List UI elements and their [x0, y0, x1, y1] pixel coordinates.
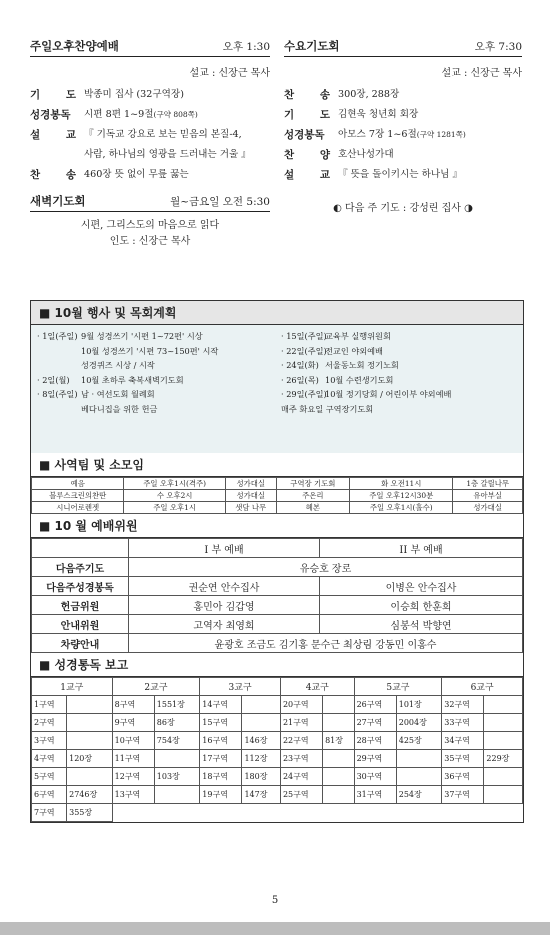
dawn-prayer-title: 새벽기도회	[30, 194, 86, 208]
bible-row	[32, 768, 523, 786]
bible-zone-cell: 8구역	[112, 696, 154, 714]
worship-head-1: I 부 예배	[129, 539, 320, 558]
team-cell: 성가대실	[453, 502, 523, 514]
bible-zone-cell	[442, 804, 484, 822]
bible-count-cell	[484, 714, 523, 732]
sermon-title-line1: 『 기독교 강요로 보는 믿음의 본질-4,	[84, 129, 242, 140]
sunday-sermon-row	[30, 125, 270, 165]
team-cell: 주일 오후1시(격주)	[124, 478, 225, 490]
worship-names-2: 이병은 안수집사	[320, 577, 523, 596]
bible-zone-cell: 27구역	[354, 714, 396, 732]
bible-zone-cell: 11구역	[112, 750, 154, 768]
event-item: 베다니집을 위한 헌금	[81, 403, 158, 414]
sunday-reading-row	[30, 105, 270, 125]
team-cell: 성가대실	[225, 478, 276, 490]
bible-count-cell	[323, 696, 355, 714]
bible-count-cell: 2746장	[67, 786, 113, 804]
bible-count-cell	[323, 768, 355, 786]
bible-zone-cell: 14구역	[200, 696, 242, 714]
bible-district-header: 1교구	[32, 678, 113, 696]
worship-row	[32, 558, 523, 577]
row-label: 설 교	[30, 129, 76, 141]
event-date: · 1일(주일)	[37, 331, 78, 341]
bible-zone-cell: 15구역	[200, 714, 242, 732]
bible-zone-cell: 24구역	[280, 768, 322, 786]
bible-zone-cell: 9구역	[112, 714, 154, 732]
bible-count-cell	[396, 804, 442, 822]
row-value: 김현욱 청년회 회장	[338, 109, 419, 120]
footer-band	[0, 922, 550, 935]
bible-zone-cell: 16구역	[200, 732, 242, 750]
row-value: 『 뜻을 돌이키시는 하나님 』	[338, 169, 463, 180]
event-date: · 15일(주일)	[281, 331, 327, 341]
next-week-prayer: ◐ 다음 주 기도 : 강성린 집사 ◑	[333, 203, 473, 214]
event-item: 성경퀴즈 시상 / 시작	[81, 360, 155, 371]
bible-count-cell: 2004장	[396, 714, 442, 732]
event-text: 남 · 여선도회 월례회	[81, 389, 155, 400]
bible-count-cell	[154, 786, 200, 804]
wed-reading-row	[284, 125, 522, 145]
bible-title: ■ 성경통독 보고	[31, 653, 523, 677]
row-value: 460장 뜻 없이 무릎 꿇는	[84, 169, 189, 180]
bible-zone-cell: 4구역	[32, 750, 67, 768]
event-date: · 22일(주일)	[281, 345, 327, 356]
worship-names: 윤광호 조금도 김기홍 문수근 최상림 강동민 이홍수	[129, 634, 523, 653]
sermon-title-line2: 사람, 하나님의 영광을 드러내는 거울 』	[84, 149, 251, 160]
team-cell: 주일 오후12시30분	[350, 490, 453, 502]
row-value: 박종미 집사 (32구역장)	[84, 89, 184, 100]
bible-count-cell: 101장	[396, 696, 442, 714]
wed-hymn-row	[284, 85, 522, 105]
event-text: 전교인 야외예배	[325, 345, 383, 356]
bible-zone-cell: 37구역	[442, 786, 484, 804]
bible-count-cell	[67, 714, 113, 732]
event-text: 교육부 실행위원회	[325, 331, 391, 341]
worship-names: 유승호 장로	[129, 558, 523, 577]
bible-count-cell	[242, 696, 281, 714]
bible-zone-cell: 10구역	[112, 732, 154, 750]
row-value: 300장, 288장	[338, 89, 400, 100]
event-date: · 26일(목)	[281, 374, 319, 385]
worship-role: 차량안내	[32, 634, 129, 653]
bible-count-cell: 229장	[484, 750, 523, 768]
team-cell: 블루스크린의찬딴	[32, 490, 124, 502]
bible-count-cell	[323, 750, 355, 768]
bible-count-cell: 86장	[154, 714, 200, 732]
sunday-hymn-row	[30, 165, 270, 185]
worship-row	[32, 596, 523, 615]
wed-sermon-row	[284, 165, 522, 185]
event-item: 매주 화요일 구역장기도회	[281, 403, 374, 414]
bible-count-cell: 254장	[396, 786, 442, 804]
event-date: · 2일(월)	[37, 374, 70, 385]
bible-row	[32, 750, 523, 768]
bible-count-cell	[323, 786, 355, 804]
dawn-leader: 인도 : 신장근 목사	[109, 236, 191, 247]
row-value	[338, 125, 522, 145]
worship-row	[32, 634, 523, 653]
event-item	[281, 344, 451, 359]
bible-zone-cell: 1구역	[32, 696, 67, 714]
bible-zone-cell: 34구역	[442, 732, 484, 750]
team-cell: 샛담 나무	[225, 502, 276, 514]
bible-count-cell	[323, 714, 355, 732]
bible-zone-cell: 17구역	[200, 750, 242, 768]
wednesday-service-header	[284, 38, 522, 57]
event-item	[281, 329, 451, 344]
worship-names-2: 이승희 한훈희	[320, 596, 523, 615]
bible-row	[32, 786, 523, 804]
sunday-service-header	[30, 38, 270, 57]
worship-role: 다음주기도	[32, 558, 129, 577]
bible-reading-table	[31, 677, 523, 822]
team-cell: 혜본	[276, 502, 349, 514]
bible-count-cell	[396, 768, 442, 786]
row-label: 찬 송	[30, 169, 76, 181]
bible-zone-cell: 31구역	[354, 786, 396, 804]
worship-role: 헌금위원	[32, 596, 129, 615]
bible-count-cell	[484, 732, 523, 750]
events-title: ■ 10월 행사 및 목회계획	[31, 301, 523, 325]
row-value	[84, 125, 270, 165]
event-item	[37, 387, 218, 402]
worship-title: ■ 10 월 예배위원	[31, 514, 523, 538]
bible-header-row	[32, 678, 523, 696]
worship-names-1: 권순연 안수집사	[129, 577, 320, 596]
bible-count-cell	[242, 804, 281, 822]
row-label: 설 교	[284, 169, 330, 181]
row-label: 찬 양	[284, 149, 330, 161]
bible-count-cell: 103장	[154, 768, 200, 786]
bible-zone-cell: 12구역	[112, 768, 154, 786]
reading-text: 시편 8편 1~9절	[84, 109, 154, 120]
bible-count-cell	[67, 696, 113, 714]
worship-row	[32, 615, 523, 634]
team-cell: 주일 오후1시(홀수)	[350, 502, 453, 514]
bible-zone-cell: 22구역	[280, 732, 322, 750]
worship-head-2: II 부 예배	[320, 539, 523, 558]
bible-zone-cell	[112, 804, 154, 822]
dawn-prayer-details	[30, 218, 270, 250]
worship-role: 다음주성경봉독	[32, 577, 129, 596]
worship-row	[32, 577, 523, 596]
bible-zone-cell: 29구역	[354, 750, 396, 768]
bible-count-cell	[323, 804, 355, 822]
bible-zone-cell: 25구역	[280, 786, 322, 804]
bible-district-header: 5교구	[354, 678, 442, 696]
bible-row	[32, 732, 523, 750]
bible-district-header: 2교구	[112, 678, 200, 696]
event-date: · 29일(주일)	[281, 389, 327, 400]
sunday-service	[30, 38, 270, 250]
row-label: 성경봉독	[30, 109, 71, 121]
dawn-topic: 시편, 그리스도의 마음으로 읽다	[80, 220, 220, 231]
bible-zone-cell: 6구역	[32, 786, 67, 804]
wed-prayer-row	[284, 105, 522, 125]
bible-row	[32, 804, 523, 822]
bible-zone-cell	[280, 804, 322, 822]
team-row	[32, 490, 523, 502]
bible-count-cell	[484, 696, 523, 714]
team-cell: 성가대실	[225, 490, 276, 502]
bulletin-page	[30, 30, 522, 817]
wed-praise-row	[284, 145, 522, 165]
bible-zone-cell: 35구역	[442, 750, 484, 768]
bible-count-cell	[484, 768, 523, 786]
sunday-preacher: 설교 : 신장근 목사	[189, 68, 270, 79]
bible-zone-cell	[200, 804, 242, 822]
event-item	[281, 387, 451, 402]
bible-count-cell	[154, 804, 200, 822]
bible-count-cell: 180장	[242, 768, 281, 786]
bible-zone-cell: 19구역	[200, 786, 242, 804]
worship-header-row	[32, 539, 523, 558]
worship-names-1: 고역자 최영희	[129, 615, 320, 634]
bible-zone-cell: 30구역	[354, 768, 396, 786]
team-row	[32, 478, 523, 490]
bible-zone-cell: 28구역	[354, 732, 396, 750]
team-cell: 1층 갈릴나무	[453, 478, 523, 490]
row-value	[84, 105, 270, 125]
team-cell: 시니어로렌젯	[32, 502, 124, 514]
page-number: 5	[271, 895, 279, 906]
row-label: 찬 송	[284, 89, 330, 101]
dawn-prayer	[30, 193, 270, 250]
bible-count-cell: 754장	[154, 732, 200, 750]
bulletin-box	[30, 300, 524, 823]
team-cell: 주일 오후1시	[124, 502, 225, 514]
dawn-prayer-time: 월~금요일 오전 5:30	[170, 196, 270, 208]
sunday-service-time: 오후 1:30	[222, 41, 270, 53]
worship-role: 안내위원	[32, 615, 129, 634]
bible-zone-cell: 21구역	[280, 714, 322, 732]
bible-count-cell: 120장	[67, 750, 113, 768]
worship-names-1: 홍민아 김갑영	[129, 596, 320, 615]
team-cell: 유아부실	[453, 490, 523, 502]
sunday-prayer-row	[30, 85, 270, 105]
bible-zone-cell	[354, 804, 396, 822]
worship-table	[31, 538, 523, 653]
events-left-column	[37, 329, 218, 417]
event-text: 9월 성경쓰기 '시편 1~72편' 시상	[81, 331, 203, 341]
row-label: 성경봉독	[284, 129, 325, 141]
team-cell: 화 오전11시	[350, 478, 453, 490]
bible-count-cell	[67, 768, 113, 786]
event-text: 10월 초하루 축복새벽기도회	[81, 374, 184, 385]
events-right-column	[281, 329, 451, 417]
dawn-prayer-header	[30, 193, 270, 212]
bible-count-cell	[484, 804, 523, 822]
bible-zone-cell: 7구역	[32, 804, 67, 822]
sunday-service-title: 주일오후찬양예배	[30, 39, 119, 53]
worship-names-2: 심봉석 박향연	[320, 615, 523, 634]
bible-count-cell: 355장	[67, 804, 113, 822]
wednesday-service-time: 오후 7:30	[474, 41, 522, 53]
event-date: · 8일(주일)	[37, 389, 78, 400]
team-row	[32, 502, 523, 514]
bible-count-cell: 146장	[242, 732, 281, 750]
event-date: · 24일(화)	[281, 360, 319, 371]
event-item	[37, 329, 218, 344]
team-cell: 구역장 기도회	[276, 478, 349, 490]
services-section	[30, 30, 522, 298]
team-cell: 주온리	[276, 490, 349, 502]
bible-zone-cell: 33구역	[442, 714, 484, 732]
bible-zone-cell: 20구역	[280, 696, 322, 714]
bible-row	[32, 714, 523, 732]
team-cell: 수 오후2시	[124, 490, 225, 502]
bible-count-cell: 147장	[242, 786, 281, 804]
row-label: 기 도	[30, 89, 76, 101]
wednesday-preacher: 설교 : 신장근 목사	[441, 68, 522, 79]
bible-zone-cell: 36구역	[442, 768, 484, 786]
event-item	[37, 373, 218, 388]
bible-count-cell	[396, 750, 442, 768]
bible-district-header: 3교구	[200, 678, 281, 696]
bible-zone-cell: 3구역	[32, 732, 67, 750]
event-item	[281, 373, 451, 388]
event-text: 10월 수련생기도회	[325, 374, 394, 385]
bible-zone-cell: 32구역	[442, 696, 484, 714]
teams-title: ■ 사역팀 및 소모임	[31, 453, 523, 477]
event-item	[281, 358, 451, 373]
bible-zone-cell: 18구역	[200, 768, 242, 786]
bible-zone-cell: 13구역	[112, 786, 154, 804]
reading-text: 아모스 7장 1~6절	[338, 129, 417, 140]
event-text: 10월 정기당회 / 어린이부 야외예배	[325, 389, 452, 400]
reading-page-note: (구약 808쪽)	[153, 110, 198, 119]
bible-count-cell: 112장	[242, 750, 281, 768]
bible-row	[32, 696, 523, 714]
team-cell: 예음	[32, 478, 124, 490]
event-text: 서울동노회 정기노회	[325, 360, 399, 371]
bible-count-cell	[484, 786, 523, 804]
bible-count-cell: 1551장	[154, 696, 200, 714]
bible-zone-cell: 26구역	[354, 696, 396, 714]
row-label: 기 도	[284, 109, 330, 121]
wednesday-service-title: 수요기도회	[284, 39, 340, 53]
reading-page-note: (구약 1281쪽)	[416, 130, 466, 139]
row-value: 호산나성가대	[338, 149, 394, 160]
bible-district-header: 4교구	[280, 678, 354, 696]
events-list	[31, 325, 523, 453]
bible-zone-cell: 23구역	[280, 750, 322, 768]
bible-count-cell	[154, 750, 200, 768]
bible-zone-cell: 2구역	[32, 714, 67, 732]
bible-district-header: 6교구	[442, 678, 523, 696]
bible-count-cell: 81장	[323, 732, 355, 750]
bible-count-cell	[67, 732, 113, 750]
worship-corner-cell	[32, 539, 129, 558]
wednesday-service	[284, 38, 522, 214]
bible-count-cell: 425장	[396, 732, 442, 750]
event-item: 10월 성경쓰기 '시편 73~150편' 시작	[81, 345, 219, 356]
bible-count-cell	[242, 714, 281, 732]
bible-zone-cell: 5구역	[32, 768, 67, 786]
teams-table	[31, 477, 523, 514]
